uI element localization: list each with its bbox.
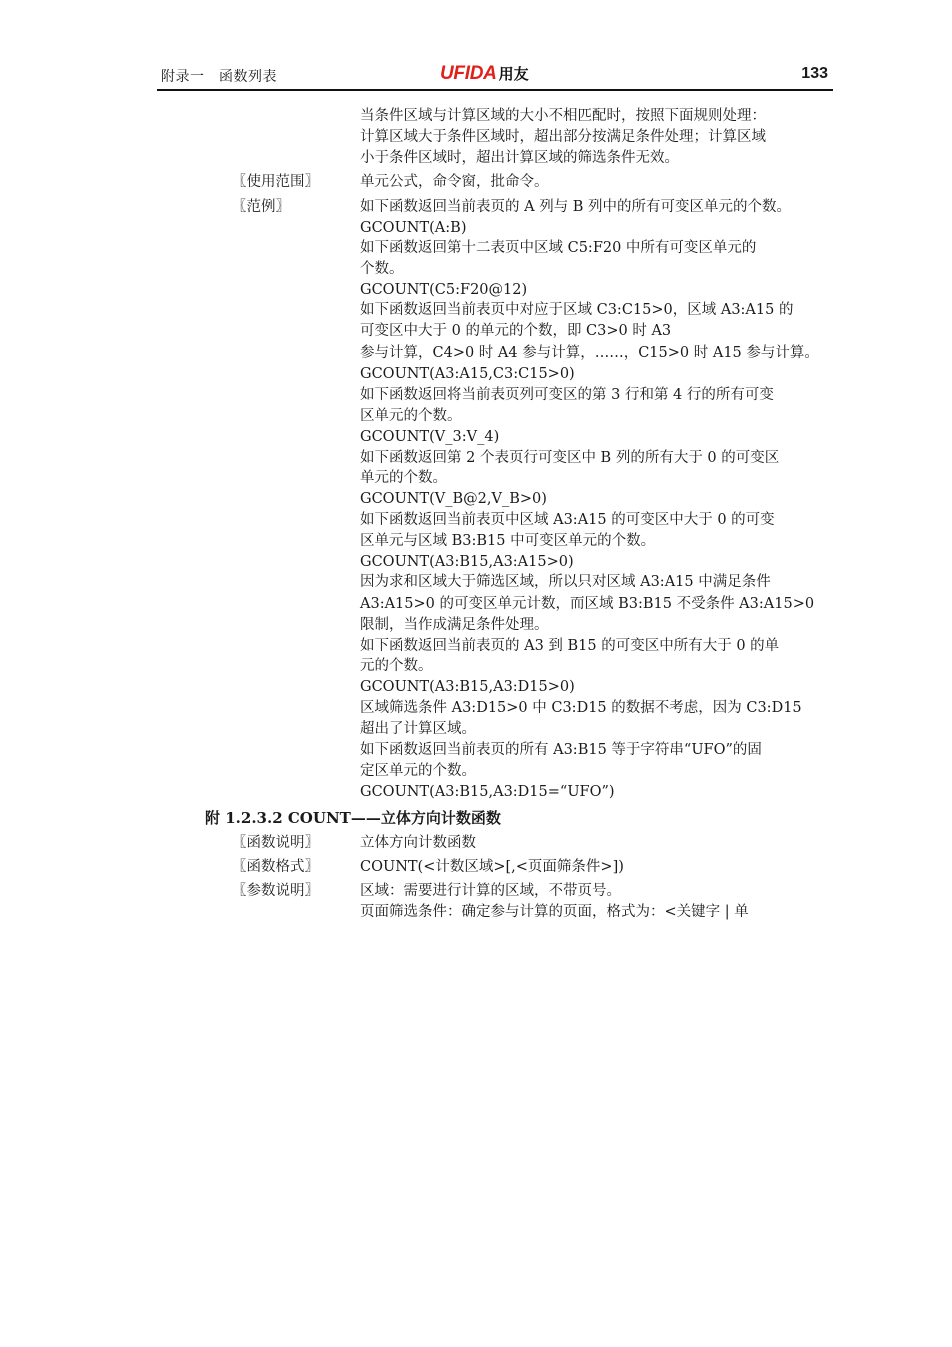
body-line: 单元的个数。 bbox=[360, 470, 447, 486]
code-line: GCOUNT(A3:B15,A3:D15=“UFO”) bbox=[360, 784, 615, 800]
code-line: GCOUNT(C5:F20@12) bbox=[360, 282, 528, 298]
section-heading: 附 1.2.3.2 COUNT——立体方向计数函数 bbox=[205, 809, 501, 827]
body-line: 页面筛选条件：确定参与计算的页面，格式为：<关键字 | 单 bbox=[360, 904, 749, 920]
code-line: GCOUNT(V_3:V_4) bbox=[360, 429, 500, 445]
body-line: 区单元与区域 B3:B15 中可变区单元的个数。 bbox=[360, 533, 656, 549]
body-line: A3:A15>0 的可变区单元计数，而区域 B3:B15 不受条件 A3:A15>0 bbox=[360, 596, 815, 612]
logo-brand-text: UFIDA bbox=[440, 63, 497, 84]
label-function-description: 〖函数说明〗 bbox=[232, 835, 319, 851]
running-head: 附录一 函数列表 bbox=[161, 69, 277, 85]
ufida-logo bbox=[440, 63, 529, 85]
label-usage-scope: 〖使用范围〗 bbox=[232, 174, 319, 190]
label-example: 〖范例〗 bbox=[232, 199, 290, 215]
code-line: GCOUNT(A3:A15,C3:C15>0) bbox=[360, 366, 575, 382]
body-line: 个数。 bbox=[360, 261, 404, 277]
code-line: GCOUNT(A3:B15,A3:D15>0) bbox=[360, 679, 575, 695]
body-line: 单元公式，命令窗，批命令。 bbox=[360, 174, 549, 190]
body-line: 元的个数。 bbox=[360, 658, 433, 674]
body-line: 区单元的个数。 bbox=[360, 408, 462, 424]
label-function-format: 〖函数格式〗 bbox=[232, 859, 319, 875]
body-line: 参与计算，C4>0 时 A4 参与计算，……，C15>0 时 A15 参与计算。 bbox=[360, 345, 819, 361]
page-header bbox=[157, 62, 832, 90]
code-line: COUNT(<计数区域>[,<页面筛条件>]) bbox=[360, 859, 624, 875]
body-line: 限制，当作成满足条件处理。 bbox=[360, 617, 549, 633]
body-line: 当条件区域与计算区域的大小不相匹配时，按照下面规则处理： bbox=[360, 108, 766, 124]
body-line: 如下函数返回当前表页的 A3 到 B15 的可变区中所有大于 0 的单 bbox=[360, 638, 780, 654]
code-line: GCOUNT(A3:B15,A3:A15>0) bbox=[360, 554, 574, 570]
body-line: 立体方向计数函数 bbox=[360, 835, 476, 851]
logo-brand-cn: 用友 bbox=[498, 65, 529, 83]
body-line: 如下函数返回将当前表页列可变区的第 3 行和第 4 行的所有可变 bbox=[360, 387, 774, 403]
body-line: 区域：需要进行计算的区域，不带页号。 bbox=[360, 883, 621, 899]
body-line: 如下函数返回第十二表页中区域 C5:F20 中所有可变区单元的 bbox=[360, 240, 757, 256]
body-line: 如下函数返回第 2 个表页行可变区中 B 列的所有大于 0 的可变区 bbox=[360, 450, 780, 466]
body-line: 计算区域大于条件区域时，超出部分按满足条件处理；计算区域 bbox=[360, 129, 766, 145]
code-line: GCOUNT(A:B) bbox=[360, 220, 467, 236]
body-line: 因为求和区域大于筛选区域，所以只对区域 A3:A15 中满足条件 bbox=[360, 574, 771, 590]
page-number: 133 bbox=[801, 65, 828, 82]
body-line: 如下函数返回当前表页中对应于区域 C3:C15>0，区域 A3:A15 的 bbox=[360, 302, 794, 318]
code-line: GCOUNT(V_B@2,V_B>0) bbox=[360, 491, 547, 507]
body-line: 如下函数返回当前表页的所有 A3:B15 等于字符串“UFO”的固 bbox=[360, 742, 762, 758]
body-line: 如下函数返回当前表页中区域 A3:A15 的可变区中大于 0 的可变 bbox=[360, 512, 775, 528]
body-line: 如下函数返回当前表页的 A 列与 B 列中的所有可变区单元的个数。 bbox=[360, 199, 792, 215]
label-parameter-description: 〖参数说明〗 bbox=[232, 883, 319, 899]
body-line: 超出了计算区域。 bbox=[360, 721, 476, 737]
body-line: 区域筛选条件 A3:D15>0 中 C3:D15 的数据不考虑，因为 C3:D15 bbox=[360, 700, 802, 716]
header-rule bbox=[157, 89, 833, 91]
body-line: 定区单元的个数。 bbox=[360, 763, 476, 779]
body-line: 可变区中大于 0 的单元的个数，即 C3>0 时 A3 bbox=[360, 323, 672, 339]
body-line: 小于条件区域时，超出计算区域的筛选条件无效。 bbox=[360, 150, 679, 166]
